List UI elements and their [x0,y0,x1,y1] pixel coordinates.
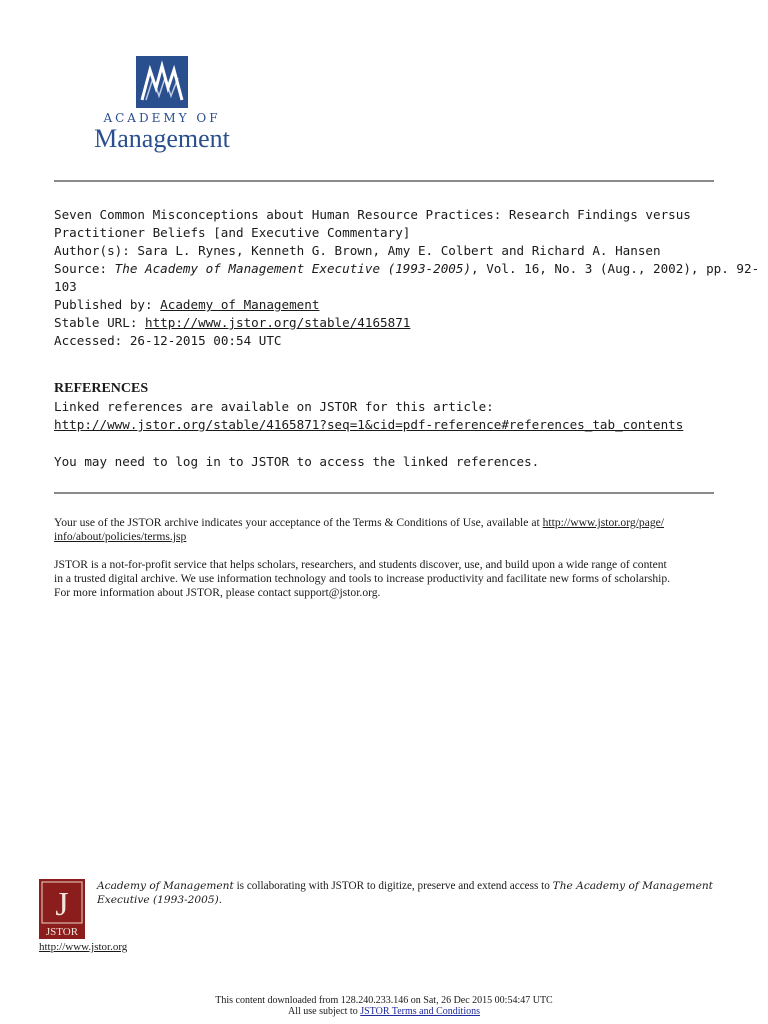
jstor-about-line1: JSTOR is a not-for-profit service that helps scholars, researchers, and students discover, use, and build upon a wide range of content [54,558,667,571]
references-block [54,398,714,434]
references-intro: Linked references are available on JSTOR for this article: [54,399,494,414]
academy-of-management-logo-icon [136,56,188,108]
authors-label: Author(s): [54,243,130,258]
published-label: Published by: [54,297,153,312]
collab-publisher: Academy of Management [97,880,234,892]
references-link[interactable]: http://www.jstor.org/stable/4165871?seq=1&cid=pdf-reference#references_tab_contents [54,417,684,432]
jstor-terms-link[interactable]: JSTOR Terms and Conditions [360,1006,480,1017]
accessed-line [54,332,714,350]
accessed-label: Accessed: [54,333,123,348]
source-pages-continued: 103 [54,279,77,294]
stable-url-line [54,314,714,332]
terms-text: Your use of the JSTOR archive indicates your acceptance of the Terms & Conditions of Use, available at [54,516,543,529]
publisher-link[interactable]: Academy of Management [160,297,320,312]
jstor-logo-icon [39,879,85,939]
stable-url-label: Stable URL: [54,315,138,330]
terms-footer [0,1006,768,1017]
collab-middle: is collaborating with JSTOR to digitize, preserve and extend access to [233,880,553,892]
jstor-home-link[interactable]: http://www.jstor.org [39,941,128,953]
jstor-about-line3: For more information about JSTOR, please contact support@jstor.org. [54,586,381,599]
collab-journal-part2: Executive (1993-2005). [97,894,223,906]
article-metadata [54,206,760,350]
source-journal: The Academy of Management Executive (1993-2005) [114,261,472,276]
jstor-about-line2: in a trusted digital archive. We use information technology and tools to increase productivity and facilitate new forms of scholarship. [54,572,671,585]
accessed-value: 26-12-2015 00:54 UTC [129,333,282,348]
article-title-line1: Seven Common Misconceptions about Human Resource Practices: Research Findings versus [54,207,691,222]
authors-value: Sara L. Rynes, Kenneth G. Brown, Amy E. Colbert and Richard A. Hansen [137,243,661,258]
middle-divider [54,492,714,494]
published-line [54,296,714,314]
jstor-about-paragraph [54,558,724,600]
source-details: , Vol. 16, No. 3 (Aug., 2002), pp. 92- [471,261,760,276]
collaboration-statement [97,879,737,907]
collab-journal-part1: The Academy of Management [552,880,713,892]
terms-footer-prefix: All use subject to [288,1006,361,1017]
references-heading: REFERENCES [54,381,149,396]
article-title-line2: Practitioner Beliefs [and Executive Commentary] [54,225,411,240]
authors-line [54,242,714,260]
terms-link-part2[interactable]: info/about/policies/terms.jsp [54,530,187,543]
logo-management: Management [94,124,230,153]
terms-of-use-paragraph [54,516,724,544]
stable-url-link[interactable]: http://www.jstor.org/stable/4165871 [145,315,411,330]
logo-academy-of: ACADEMY OF [103,111,221,125]
source-line [54,260,760,278]
terms-link-part1[interactable]: http://www.jstor.org/page/ [542,516,664,529]
svg-text:J: J [55,886,69,923]
top-divider [54,180,714,182]
source-label: Source: [54,261,108,276]
download-info: This content downloaded from 128.240.233.146 on Sat, 26 Dec 2015 00:54:47 UTC [215,995,553,1006]
jstor-logo-text: JSTOR [45,926,79,938]
references-login-note: You may need to log in to JSTOR to access the linked references. [54,454,540,469]
